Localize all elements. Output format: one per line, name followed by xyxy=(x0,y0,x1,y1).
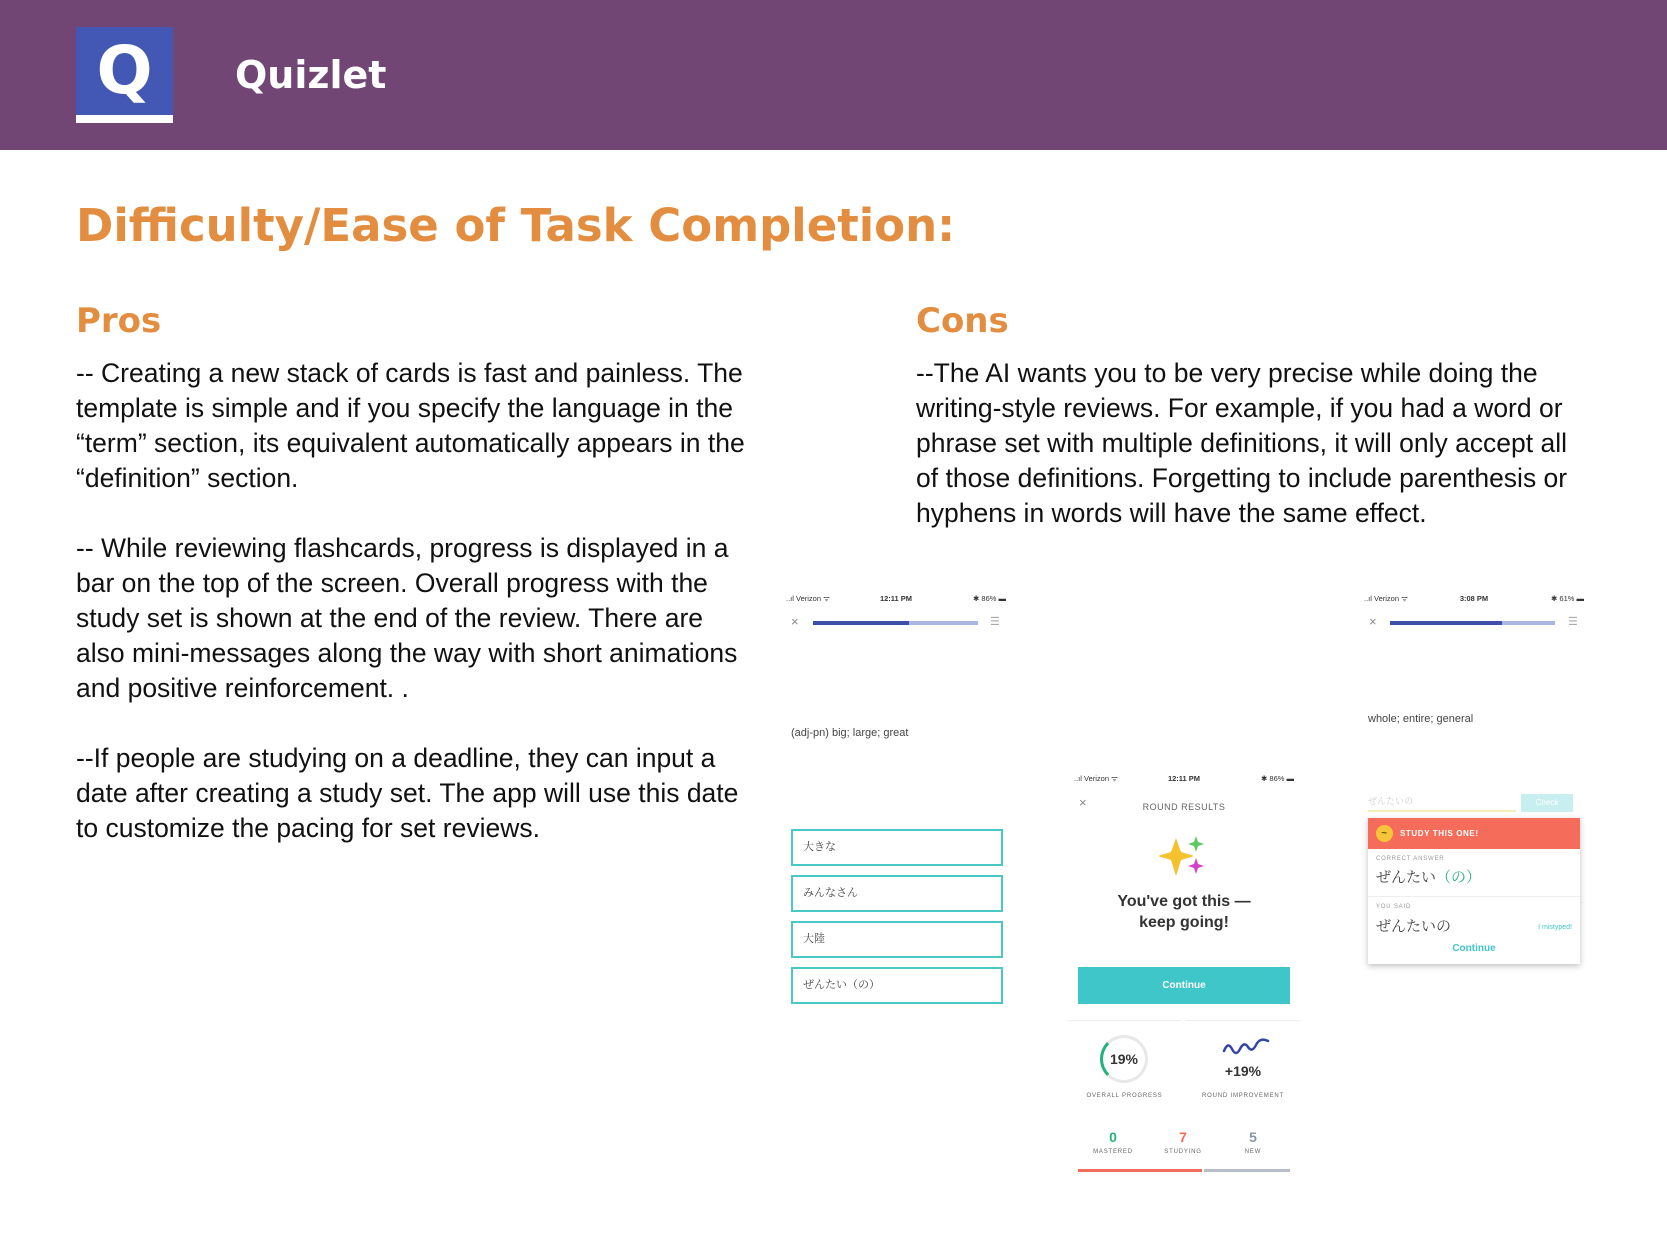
overall-progress-stat xyxy=(1068,1020,1181,1113)
status-bar xyxy=(780,592,1012,606)
cons-heading: Cons xyxy=(916,301,1009,341)
answer-choice[interactable]: 大きな xyxy=(791,829,1003,866)
pros-paragraph: -- Creating a new stack of cards is fast and painless. The template is simple and if you specify the language in the “term” section, its equivalent automatically appears in the “definition” section. xyxy=(76,358,745,493)
continue-button[interactable]: Continue xyxy=(1452,943,1496,954)
pros-paragraph: --If people are studying on a deadline, they can input a date after creating a study set. The app will use this date to customize the pacing for set reviews. xyxy=(76,743,739,843)
learn-screen xyxy=(780,592,1012,1012)
carrier-signal: ..ıl Verizon ᯤ xyxy=(1074,774,1118,783)
close-icon[interactable]: × xyxy=(791,614,799,629)
pros-paragraph: -- While reviewing flashcards, progress is displayed in a bar on the top of the screen. Overall progress with the study set is shown at the end of the review. There are also mini-messages along the way with short animations and positive reinforcement. . xyxy=(76,533,738,703)
brand-name: Quizlet xyxy=(235,53,387,97)
round-improvement-stat xyxy=(1186,1020,1300,1113)
page-title: Difficulty/Ease of Task Completion: xyxy=(76,199,956,252)
overall-progress-label: OVERALL PROGRESS xyxy=(1086,1093,1163,1099)
sparkle-icon xyxy=(1158,834,1208,880)
round-improvement-value: +19% xyxy=(1224,1063,1262,1079)
round-results-title: ROUND RESULTS xyxy=(1142,802,1226,812)
progress-bar xyxy=(1390,621,1555,625)
mastered-count xyxy=(1078,1128,1148,1158)
answer-choice[interactable]: みんなさん xyxy=(791,875,1003,912)
squiggle-icon xyxy=(1222,1037,1270,1057)
new-label: NEW xyxy=(1244,1149,1262,1155)
pros-heading: Pros xyxy=(76,301,162,341)
cons-paragraph: --The AI wants you to be very precise while doing the writing-style reviews. For example, if you had a word or phrase set with multiple definitions, it will only accept all of those definitions. Forgetting to include parenthesis or hyphens in words will have the same effect. xyxy=(916,358,1568,528)
answer-input[interactable]: ぜんたいの xyxy=(1368,794,1516,812)
carrier-signal: ..ıl Verizon ᯤ xyxy=(786,594,830,603)
new-bar xyxy=(1204,1169,1290,1172)
clock: 3:08 PM xyxy=(1459,594,1489,603)
clock: 12:11 PM xyxy=(1167,774,1201,783)
check-button[interactable]: Check xyxy=(1521,794,1573,812)
encouragement-message: You've got this — keep going! xyxy=(1117,893,1251,931)
studying-bar xyxy=(1078,1169,1202,1172)
progress-bar xyxy=(813,621,978,625)
mastered-label: MASTERED xyxy=(1093,1149,1133,1155)
correct-answer-paren: （の） xyxy=(1436,869,1482,886)
pros-text xyxy=(76,356,756,881)
settings-icon[interactable]: ☰ xyxy=(990,616,1000,628)
battery-status: ✱ 86% ▬ xyxy=(973,594,1006,603)
new-count xyxy=(1218,1128,1288,1158)
progress-fill xyxy=(1390,621,1502,625)
mastered-value: 0 xyxy=(1109,1129,1117,1145)
round-results-screen xyxy=(1068,772,1300,1182)
correct-answer-base: ぜんたい xyxy=(1376,869,1437,886)
answer-choice[interactable]: 大陸 xyxy=(791,921,1003,958)
correct-answer-value xyxy=(1376,866,1481,887)
feedback-card xyxy=(1368,818,1580,964)
divider xyxy=(1368,896,1580,897)
banner-text: STUDY THIS ONE! xyxy=(1400,829,1479,838)
confused-face-icon: ~ xyxy=(1376,825,1393,842)
definition-prompt: whole; entire; general xyxy=(1368,713,1474,725)
question-prompt: (adj-pn) big; large; great xyxy=(791,727,909,739)
you-said-label: YOU SAID xyxy=(1376,904,1412,910)
studying-count xyxy=(1148,1128,1218,1158)
progress-ring: 19% xyxy=(1100,1035,1148,1083)
write-screen xyxy=(1358,592,1590,992)
settings-icon[interactable]: ☰ xyxy=(1568,616,1578,628)
round-improvement-label: ROUND IMPROVEMENT xyxy=(1202,1093,1284,1099)
quizlet-logo xyxy=(76,27,173,123)
studying-value: 7 xyxy=(1179,1129,1187,1145)
studying-label: STUDYING xyxy=(1164,1149,1202,1155)
close-icon[interactable]: × xyxy=(1079,795,1087,810)
carrier-signal: ..ıl Verizon ᯤ xyxy=(1364,594,1408,603)
new-value: 5 xyxy=(1249,1129,1257,1145)
logo-letter: Q xyxy=(96,32,153,109)
you-said-value: ぜんたいの xyxy=(1376,918,1452,935)
close-icon[interactable]: × xyxy=(1369,614,1377,629)
cons-text xyxy=(916,356,1581,566)
battery-status: ✱ 86% ▬ xyxy=(1261,774,1294,783)
progress-fill xyxy=(813,621,909,625)
clock: 12:11 PM xyxy=(879,594,913,603)
status-bar xyxy=(1358,592,1590,606)
i-mistyped-link[interactable]: I mistyped! xyxy=(1538,924,1572,931)
answer-choice[interactable]: ぜんたい（の） xyxy=(791,967,1003,1004)
continue-button[interactable]: Continue xyxy=(1078,967,1290,1004)
correct-answer-label: CORRECT ANSWER xyxy=(1376,856,1445,862)
status-bar xyxy=(1068,772,1300,786)
header-bar xyxy=(0,0,1667,150)
battery-status: ✱ 61% ▬ xyxy=(1551,594,1584,603)
study-this-banner xyxy=(1368,818,1580,849)
